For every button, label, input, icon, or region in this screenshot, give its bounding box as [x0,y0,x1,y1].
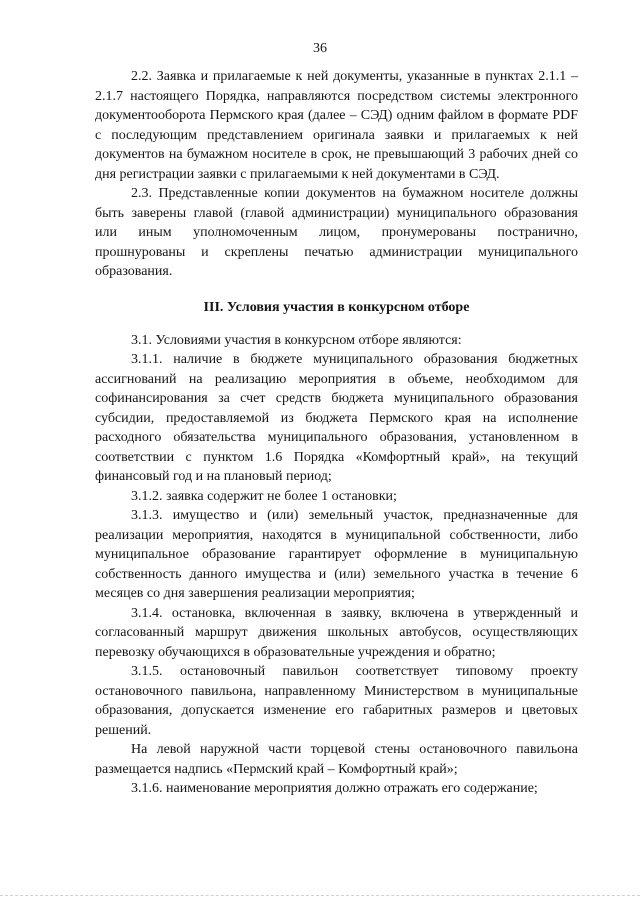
paragraph-3-1: 3.1. Условиями участия в конкурсном отборе являются: [131,332,462,348]
paragraph-2-2: 2.2. Заявка и прилагаемые к ней документы, указанные в пунктах 2.1.1 – 2.1.7 настоящего Порядка, направляются посредством системы электронного документооборота Пермского края (далее – СЭД) одним файлом в формате PDF с последующим представлением оригинала заявки и прилагаемых к ней документов на бумажном носителе в срок, не превышающий 3 рабочих дней со дня регистрации заявки с прилагаемыми к ней документами в СЭД. [95,69,578,182]
paragraph-sign-note: На левой наружной части торцевой стены остановочного павильона размещается надпись «Пермский край – Комфортный край»; [95,742,578,777]
paragraph-3-1-2: 3.1.2. заявка содержит не более 1 остановки; [131,488,397,504]
paragraph-3-1-4: 3.1.4. остановка, включенная в заявку, включена в утвержденный и согласованный маршрут движения школьных автобусов, осуществляющих перевозку обучающихся в образовательные учреждения и обратно; [95,605,578,660]
paragraph-3-1-1: 3.1.1. наличие в бюджете муниципального образования бюджетных ассигнований на реализацию мероприятия в объеме, необходимом для софинансирования за счет средств бюджета муниципального образования субсидии, предоставляемой из бюджета Пермского края на исполнение расходного обязательства муниципального образования, установленном в соответствии с пунктом 1.6 Порядка «Комфортный край», на текущий финансовый год и на плановый период; [95,352,578,484]
page-number: 36 [313,41,327,56]
paragraph-3-1-3: 3.1.3. имущество и (или) земельный участок, предназначенные для реализации мероприятия, находятся в муниципальной собственности, либо муниципальное образование гарантирует оформление в муниципальную собственность данного имущества и (или) земельного участка в течение 6 месяцев со дня завершения реализации мероприятия; [95,508,578,601]
paragraph-2-3: 2.3. Представленные копии документов на бумажном носителе должны быть заверены главой (главой администрации) муниципального образования или иным уполномоченным лицом, пронумерованы постранично, прошнурованы и скреплены печатью администрации муниципального образования. [95,186,578,279]
paragraph-3-1-5: 3.1.5. остановочный павильон соответствует типовому проекту остановочного павильона, направленному Министерством в муниципальные образования, допускается изменение его габаритных размеров и цветовых решений. [95,664,578,738]
page-bottom-edge [0,895,640,896]
document-body [95,67,578,799]
paragraph-3-1-6: 3.1.6. наименование мероприятия должно отражать его содержание; [131,781,538,796]
section-heading: III. Условия участия в конкурсном отборе [203,299,470,315]
